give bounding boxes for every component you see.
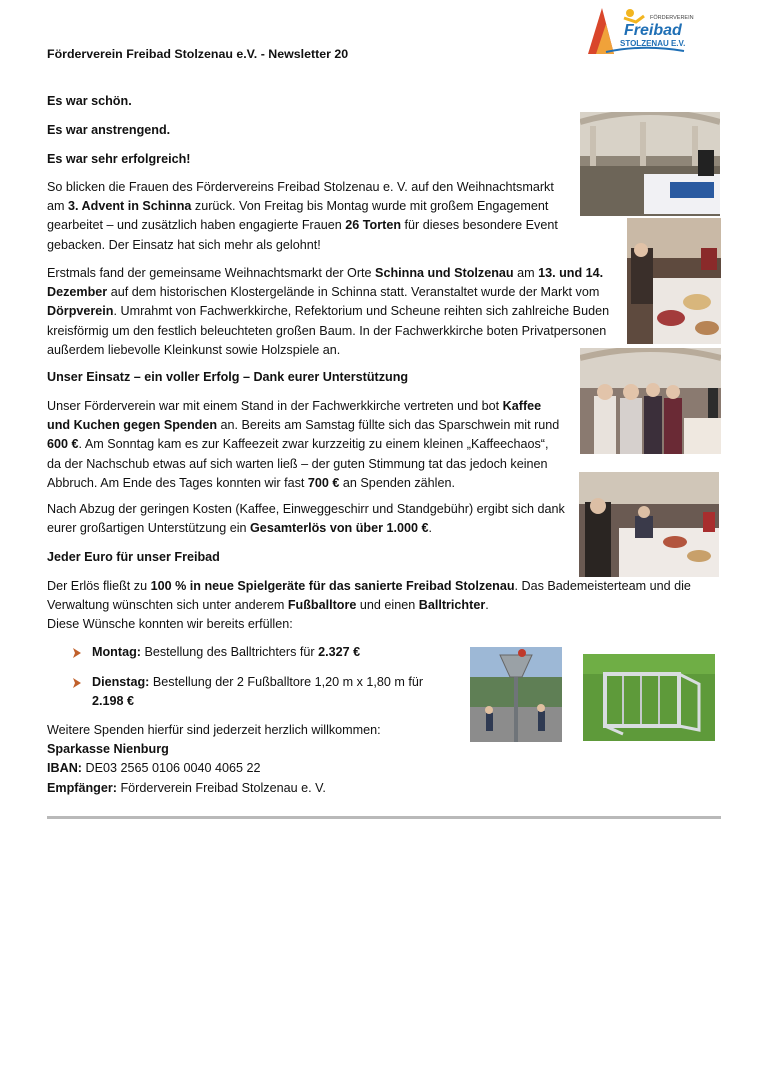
paragraph-advent: So blicken die Frauen des Fördervereins Freibad Stolzenau e. V. auf den Weihnachtsmarkt am 3. Advent in Schinna zurück. Von Freitag bis Montag wurde mit großem Engagement gearbeitet – und zusätzlich haben engagierte Frauen 26 Torten für dieses besondere Event gebacken. Der Einsatz hat sich mehr als gelohnt! [47, 180, 558, 252]
section-heading-einsatz: Unser Einsatz – ein voller Erfolg – Dank eurer Unterstützung [47, 370, 409, 384]
photo-hall-stand [580, 112, 720, 216]
photo-sale-table [579, 472, 719, 577]
newsletter-title: Förderverein Freibad Stolzenau e.V. - Newsletter 20 [47, 47, 349, 61]
arrow-bullet-icon [72, 676, 82, 688]
list-item: Montag: Bestellung des Balltrichters für 2.327 € [72, 643, 432, 662]
photo-cake-table [627, 218, 721, 344]
logo-main-text: Freibad [624, 22, 682, 39]
paragraph-einsatz: Unser Förderverein war mit einem Stand in der Fachwerkkirche vertreten und bot Kaffee und Kuchen gegen Spenden an. Bereits am Samstag füllte sich das Sparschwein mit rund 600 €. Am Sonntag kam es zur Kaffeezeit zwar kurzzeitig zu einem kleinen „Kaffeechaos“, da der Nachschub etwas auf sich warten ließ – der guten Stimmung tat das jedoch keinen Abbruch. Am Ende des Tages konnten wir fast 700 € an Spenden zählen. [47, 399, 560, 490]
photo-balltrichter [470, 647, 562, 742]
logo-top-text: FÖRDERVEREIN [650, 15, 694, 21]
list-item: Dienstag: Bestellung der 2 Fußballtore 1,20 m x 1,80 m für 2.198 € [72, 673, 437, 711]
section-heading-freibad: Jeder Euro für unser Freibad [47, 550, 220, 564]
arrow-bullet-icon [72, 646, 82, 658]
photo-team [580, 348, 721, 454]
paragraph-gesamterloes: Nach Abzug der geringen Kosten (Kaffee, Einweggeschirr und Standgebühr) ergibt sich dank eurer großartigen Unterstützung ein Gesamterlös von über 1.000 €. [47, 502, 565, 536]
divider [47, 816, 721, 819]
foerderverein-logo [584, 4, 704, 60]
intro-line-3: Es war sehr erfolgreich! [47, 152, 191, 166]
paragraph-weihnachtsmarkt: Erstmals fand der gemeinsame Weihnachtsmarkt der Orte Schinna und Stolzenau am 13. und 14. Dezember auf dem historischen Klostergelände in Schinna statt. Veranstaltet wurde der Markt vom Dörpverein. Umrahmt von Fachwerkkirche, Refektorium und Scheune reihten sich zahlreiche Buden kreisförmig um den festlich beleuchteten großen Baum. In der Fachwerkkirche boten Privatpersonen außerdem liebevolle Kleinkunst sowie Holzspiele an. [47, 266, 610, 357]
logo-bottom-text: STOLZENAU E.V. [620, 39, 686, 48]
paragraph-erloes: Der Erlös fließt zu 100 % in neue Spielgeräte für das sanierte Freibad Stolzenau. Das Bademeisterteam und die Verwaltung wünschten sich unter anderem Fußballtore und einen Balltrichter. Diese Wünsche konnten wir bereits erfüllen: [47, 579, 691, 632]
intro-line-1: Es war schön. [47, 94, 132, 108]
donation-info: Weitere Spenden hierfür sind jederzeit herzlich willkommen: Sparkasse Nienburg IBAN: DE03 2565 0106 0040 4065 22 Empfänger: Förderverein Freibad Stolzenau e. V. [47, 723, 381, 795]
intro-line-2: Es war anstrengend. [47, 123, 171, 137]
photo-fussballtor [583, 654, 715, 741]
